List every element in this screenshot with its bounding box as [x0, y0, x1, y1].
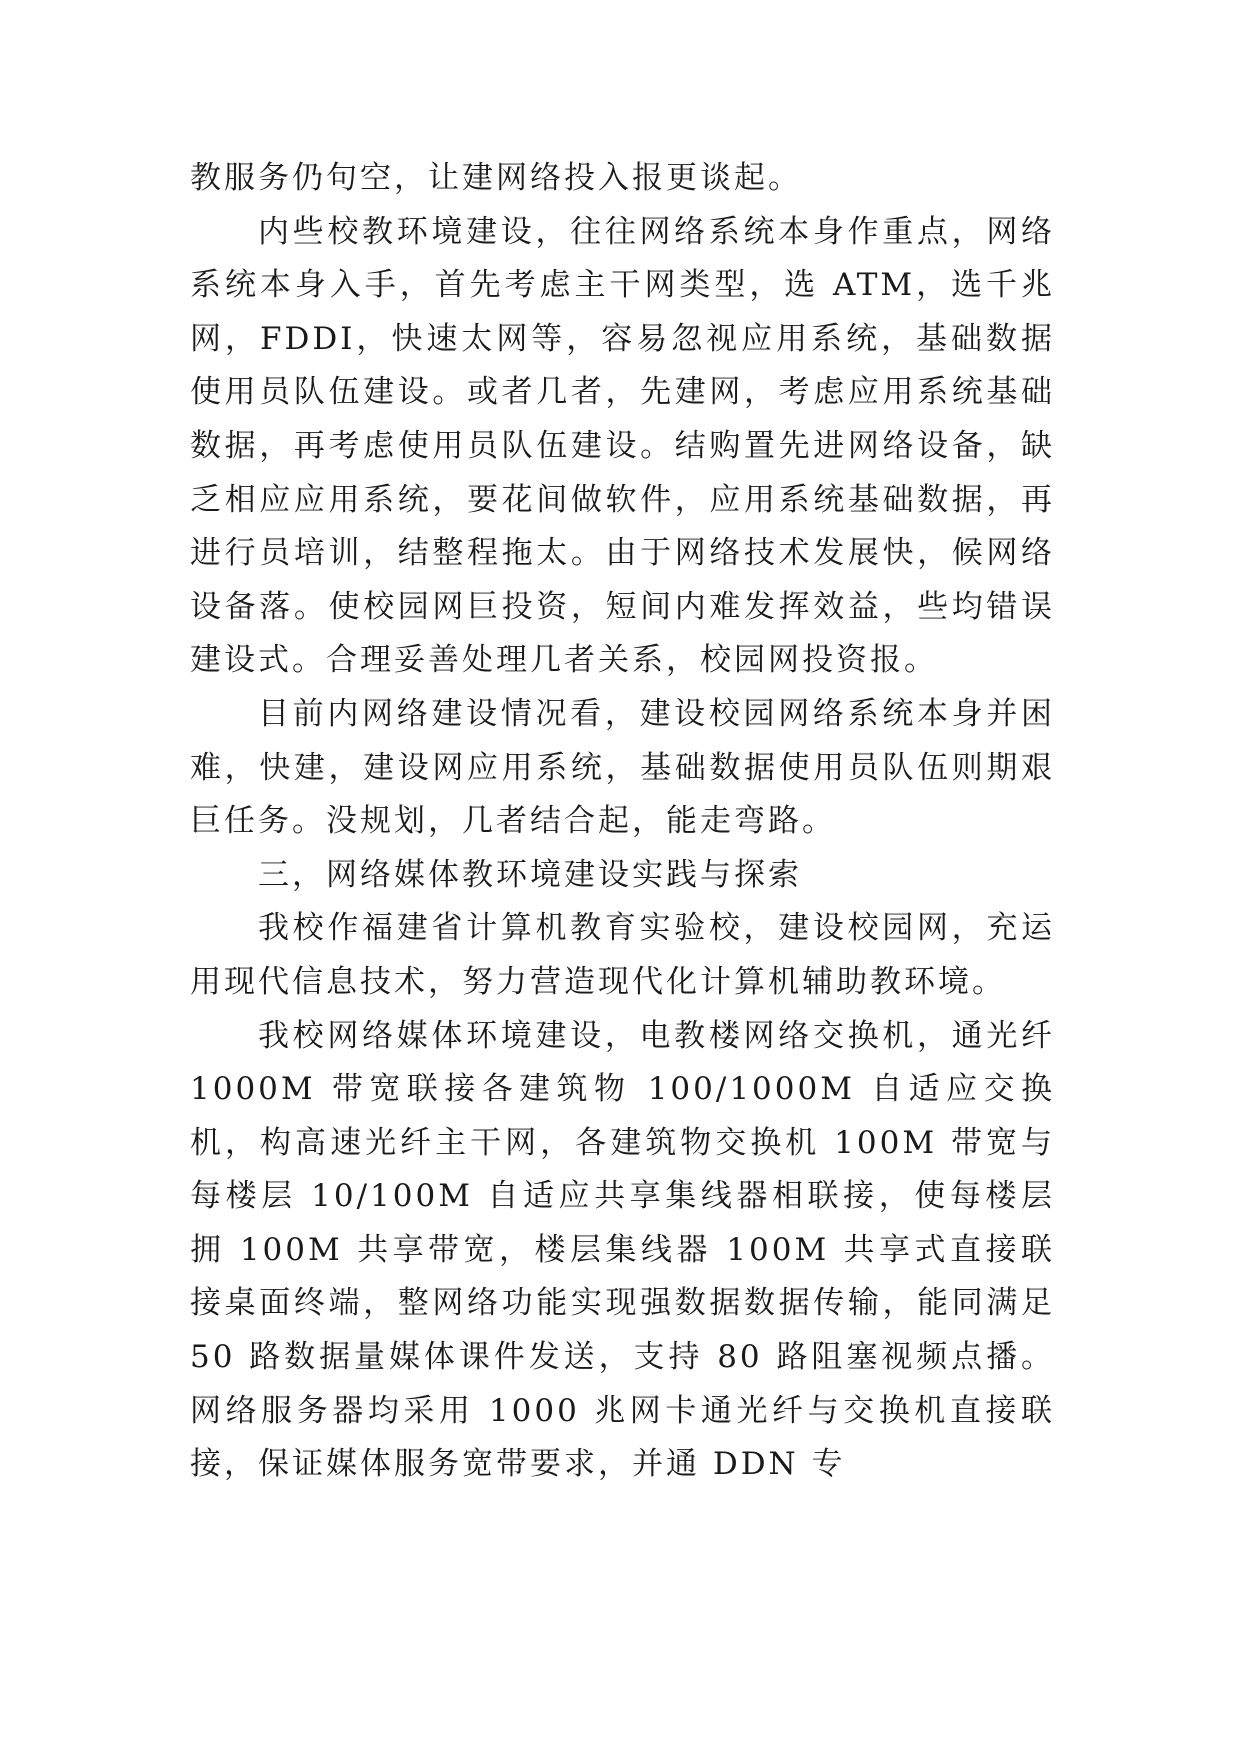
paragraph-5: 我校网络媒体环境建设，电教楼网络交换机，通光纤 1000M 带宽联接各建筑物 100/1000M 自适应交换机，构高速光纤主干网，各建筑物交换机 100M 带宽与每楼层 10/100M 自适应共享集线器相联接，使每楼层拥 100M 共享带宽，楼层集线器 100M 共享式直接联接桌面终端，整网络功能实现强数据数据传输，能同满足 50 路数据量媒体课件发送，支持 80 路阻塞视频点播。网络服务器均采用 1000 兆网卡通光纤与交换机直接联接，保证媒体服务宽带要求，并通 DDN 专 [190, 1017, 1055, 1483]
paragraph-1: 教服务仍句空，让建网络投入报更谈起。 [190, 160, 802, 196]
paragraph-4: 我校作福建省计算机教育实验校，建设校园网，充运用现代信息技术，努力营造现代化计算机辅助教环境。 [190, 910, 1055, 1000]
document-body [190, 152, 1055, 1492]
section-heading: 三，网络媒体教环境建设实践与探索 [258, 856, 802, 893]
paragraph-2: 内些校教环境建设，往往网络系统本身作重点，网络系统本身入手，首先考虑主干网类型，选 ATM，选千兆网，FDDI，快速太网等，容易忽视应用系统，基础数据使用员队伍建设。或者几者，先建网，考虑应用系统基础数据，再考虑使用员队伍建设。结购置先进网络设备，缺乏相应应用系统，要花间做软件，应用系统基础数据，再进行员培训，结整程拖太。由于网络技术发展快，候网络设备落。使校园网巨投资，短间内难发挥效益，些均错误建设式。合理妥善处理几者关系，校园网投资报。 [190, 213, 1055, 679]
paragraph-3: 目前内网络建设情况看，建设校园网络系统本身并困难，快建，建设网应用系统，基础数据使用员队伍则期艰巨任务。没规划，几者结合起，能走弯路。 [190, 695, 1055, 840]
